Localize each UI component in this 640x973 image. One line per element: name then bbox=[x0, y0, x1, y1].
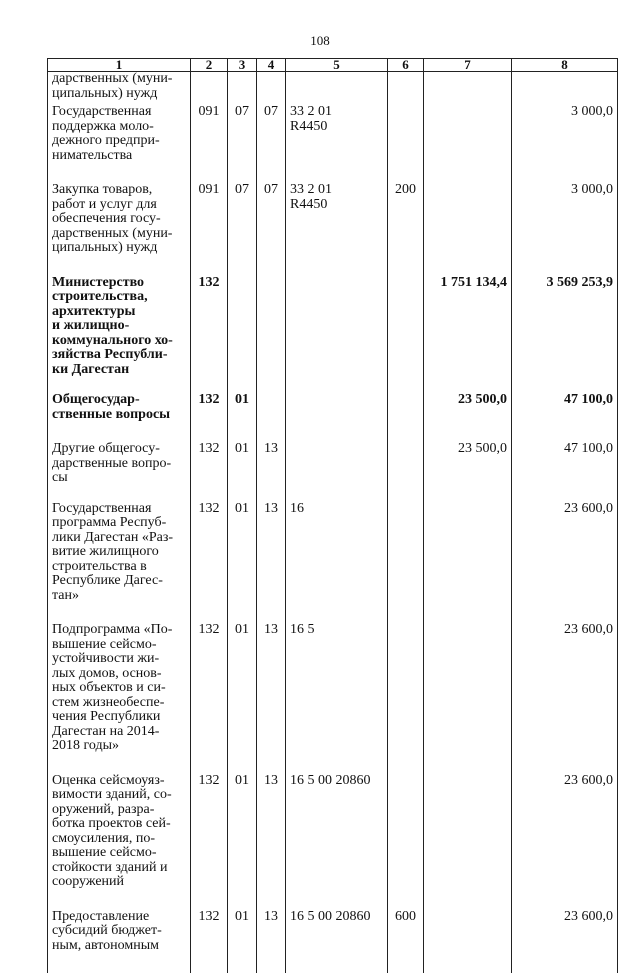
cell-subsection-code bbox=[257, 442, 286, 502]
cell-amount-2018 bbox=[424, 442, 512, 502]
cell-amount-2019 bbox=[512, 72, 618, 106]
cell-ministry-code bbox=[191, 393, 228, 442]
budget-table bbox=[47, 58, 618, 973]
cell-target-article-text: 16 5 00 20860 bbox=[290, 910, 384, 925]
cell-name bbox=[48, 910, 191, 973]
cell-section-code bbox=[228, 774, 257, 910]
cell-amount-2019-text: 3 000,0 bbox=[516, 105, 613, 120]
cell-ministry-code-text: 091 bbox=[192, 105, 226, 120]
cell-target-article bbox=[286, 774, 388, 910]
cell-expense-type bbox=[388, 276, 424, 394]
cell-target-article bbox=[286, 72, 388, 106]
cell-ministry-code bbox=[191, 72, 228, 106]
cell-amount-2019 bbox=[512, 105, 618, 183]
cell-subsection-code-text: 13 bbox=[258, 910, 284, 925]
cell-subsection-code bbox=[257, 502, 286, 624]
cell-target-article bbox=[286, 502, 388, 624]
cell-amount-2019-text: 47 100,0 bbox=[516, 442, 613, 457]
column-header: 4 bbox=[257, 59, 286, 72]
cell-subsection-code bbox=[257, 183, 286, 276]
cell-amount-2019-text: 3 000,0 bbox=[516, 183, 613, 198]
cell-amount-2018 bbox=[424, 393, 512, 442]
cell-section-code bbox=[228, 442, 257, 502]
table-row bbox=[48, 183, 618, 276]
cell-amount-2018 bbox=[424, 105, 512, 183]
cell-subsection-code-text: 07 bbox=[258, 183, 284, 198]
table-row bbox=[48, 393, 618, 442]
cell-amount-2019 bbox=[512, 442, 618, 502]
cell-amount-2019 bbox=[512, 910, 618, 973]
cell-name-text: Подпрограмма «По- вышение сейсмо- устойчивости жи- лых домов, основ- ных объектов и си- стем жизнеобеспе- чения Республики Дагестан на 2014- 2018 годы» bbox=[52, 623, 187, 754]
column-header: 2 bbox=[191, 59, 228, 72]
cell-subsection-code bbox=[257, 910, 286, 973]
table-row bbox=[48, 276, 618, 394]
budget-table-container bbox=[47, 58, 617, 905]
cell-name-text: Государственная программа Респуб- лики Дагестан «Раз- витие жилищного строительства в Республике Дагес- тан» bbox=[52, 502, 187, 604]
cell-amount-2019-text: 23 600,0 bbox=[516, 910, 613, 925]
cell-expense-type bbox=[388, 393, 424, 442]
cell-expense-type bbox=[388, 442, 424, 502]
table-row bbox=[48, 72, 618, 106]
cell-subsection-code bbox=[257, 393, 286, 442]
cell-expense-type bbox=[388, 72, 424, 106]
cell-expense-type bbox=[388, 910, 424, 973]
cell-section-code bbox=[228, 910, 257, 973]
cell-expense-type bbox=[388, 105, 424, 183]
cell-name-text: дарственных (муни- ципальных) нужд bbox=[52, 72, 187, 101]
cell-ministry-code-text: 132 bbox=[192, 502, 226, 517]
cell-target-article bbox=[286, 183, 388, 276]
cell-ministry-code-text: 132 bbox=[192, 623, 226, 638]
cell-section-code bbox=[228, 623, 257, 774]
cell-name bbox=[48, 774, 191, 910]
table-row bbox=[48, 910, 618, 973]
cell-section-code-text: 01 bbox=[229, 910, 255, 925]
cell-section-code-text: 01 bbox=[229, 393, 255, 408]
cell-subsection-code bbox=[257, 105, 286, 183]
table-header bbox=[48, 59, 618, 72]
cell-subsection-code bbox=[257, 72, 286, 106]
cell-name bbox=[48, 72, 191, 106]
cell-subsection-code-text: 13 bbox=[258, 502, 284, 517]
cell-target-article-text: 33 2 01 R4450 bbox=[290, 183, 384, 212]
cell-section-code-text: 01 bbox=[229, 502, 255, 517]
cell-amount-2019 bbox=[512, 393, 618, 442]
header-row bbox=[48, 59, 618, 72]
cell-ministry-code bbox=[191, 105, 228, 183]
cell-section-code-text: 01 bbox=[229, 774, 255, 789]
cell-ministry-code bbox=[191, 276, 228, 394]
cell-amount-2019 bbox=[512, 774, 618, 910]
cell-amount-2018 bbox=[424, 774, 512, 910]
cell-target-article bbox=[286, 623, 388, 774]
cell-amount-2019-text: 47 100,0 bbox=[516, 393, 613, 408]
cell-amount-2019-text: 3 569 253,9 bbox=[516, 276, 613, 291]
cell-subsection-code bbox=[257, 623, 286, 774]
cell-ministry-code-text: 132 bbox=[192, 393, 226, 408]
cell-name bbox=[48, 442, 191, 502]
cell-section-code-text: 01 bbox=[229, 623, 255, 638]
cell-amount-2019-text: 23 600,0 bbox=[516, 774, 613, 789]
cell-expense-type bbox=[388, 183, 424, 276]
cell-section-code bbox=[228, 276, 257, 394]
table-row bbox=[48, 623, 618, 774]
cell-expense-type-text: 600 bbox=[389, 910, 422, 925]
cell-target-article bbox=[286, 393, 388, 442]
column-header: 5 bbox=[286, 59, 388, 72]
cell-ministry-code bbox=[191, 442, 228, 502]
column-header: 3 bbox=[228, 59, 257, 72]
cell-name-text: Закупка товаров, работ и услуг для обеспечения госу- дарственных (муни- ципальных) нужд bbox=[52, 183, 187, 256]
cell-name bbox=[48, 393, 191, 442]
table-row bbox=[48, 502, 618, 624]
cell-target-article bbox=[286, 276, 388, 394]
column-header: 7 bbox=[424, 59, 512, 72]
cell-section-code-text: 01 bbox=[229, 442, 255, 457]
table-body bbox=[48, 72, 618, 973]
table-row bbox=[48, 105, 618, 183]
cell-section-code bbox=[228, 183, 257, 276]
cell-amount-2018 bbox=[424, 276, 512, 394]
cell-name bbox=[48, 276, 191, 394]
cell-ministry-code bbox=[191, 774, 228, 910]
column-header: 8 bbox=[512, 59, 618, 72]
cell-amount-2018-text: 1 751 134,4 bbox=[428, 276, 507, 291]
cell-section-code bbox=[228, 105, 257, 183]
cell-amount-2018 bbox=[424, 183, 512, 276]
cell-amount-2018 bbox=[424, 502, 512, 624]
cell-name bbox=[48, 623, 191, 774]
cell-ministry-code-text: 132 bbox=[192, 910, 226, 925]
cell-subsection-code-text: 07 bbox=[258, 105, 284, 120]
cell-target-article-text: 16 bbox=[290, 502, 384, 517]
cell-section-code-text: 07 bbox=[229, 183, 255, 198]
cell-target-article bbox=[286, 442, 388, 502]
cell-amount-2019 bbox=[512, 183, 618, 276]
cell-target-article bbox=[286, 910, 388, 973]
cell-expense-type bbox=[388, 502, 424, 624]
cell-name-text: Оценка сейсмоуяз- вимости зданий, со- оружений, разра- ботка проектов сей- смоусиления, по- вышение сейсмо- стойкости зданий и сооружений bbox=[52, 774, 187, 890]
cell-amount-2018 bbox=[424, 910, 512, 973]
cell-ministry-code bbox=[191, 502, 228, 624]
cell-name bbox=[48, 183, 191, 276]
cell-ministry-code bbox=[191, 183, 228, 276]
cell-target-article bbox=[286, 105, 388, 183]
cell-expense-type-text: 200 bbox=[389, 183, 422, 198]
cell-name-text: Министерство строительства, архитектуры и жилищно- коммунального хо- зяйства Республи- ки Дагестан bbox=[52, 276, 187, 378]
cell-amount-2018-text: 23 500,0 bbox=[428, 442, 507, 457]
cell-ministry-code bbox=[191, 910, 228, 973]
cell-amount-2018-text: 23 500,0 bbox=[428, 393, 507, 408]
cell-section-code bbox=[228, 393, 257, 442]
cell-name-text: Другие общегосу- дарственные вопро- сы bbox=[52, 442, 187, 486]
cell-section-code bbox=[228, 502, 257, 624]
column-header: 1 bbox=[48, 59, 191, 72]
cell-expense-type bbox=[388, 623, 424, 774]
cell-name bbox=[48, 105, 191, 183]
cell-name bbox=[48, 502, 191, 624]
cell-subsection-code-text: 13 bbox=[258, 774, 284, 789]
cell-amount-2019 bbox=[512, 623, 618, 774]
table-row bbox=[48, 774, 618, 910]
cell-amount-2019 bbox=[512, 276, 618, 394]
cell-target-article-text: 16 5 00 20860 bbox=[290, 774, 384, 789]
cell-amount-2018 bbox=[424, 623, 512, 774]
cell-subsection-code-text: 13 bbox=[258, 442, 284, 457]
cell-ministry-code-text: 132 bbox=[192, 276, 226, 291]
cell-target-article-text: 16 5 bbox=[290, 623, 384, 638]
cell-ministry-code-text: 132 bbox=[192, 442, 226, 457]
cell-amount-2019-text: 23 600,0 bbox=[516, 623, 613, 638]
cell-name-text: Общегосудар- ственные вопросы bbox=[52, 393, 187, 422]
cell-ministry-code-text: 091 bbox=[192, 183, 226, 198]
cell-amount-2019 bbox=[512, 502, 618, 624]
cell-section-code bbox=[228, 72, 257, 106]
cell-section-code-text: 07 bbox=[229, 105, 255, 120]
cell-amount-2019-text: 23 600,0 bbox=[516, 502, 613, 517]
cell-name-text: Государственная поддержка моло- дежного предпри- нимательства bbox=[52, 105, 187, 163]
cell-expense-type bbox=[388, 774, 424, 910]
page-number: 108 bbox=[0, 33, 640, 49]
cell-ministry-code bbox=[191, 623, 228, 774]
cell-name-text: Предоставление субсидий бюджет- ным, автономным bbox=[52, 910, 187, 954]
column-header: 6 bbox=[388, 59, 424, 72]
table-row bbox=[48, 442, 618, 502]
cell-subsection-code bbox=[257, 774, 286, 910]
cell-amount-2018 bbox=[424, 72, 512, 106]
cell-subsection-code-text: 13 bbox=[258, 623, 284, 638]
cell-ministry-code-text: 132 bbox=[192, 774, 226, 789]
cell-target-article-text: 33 2 01 R4450 bbox=[290, 105, 384, 134]
cell-subsection-code bbox=[257, 276, 286, 394]
